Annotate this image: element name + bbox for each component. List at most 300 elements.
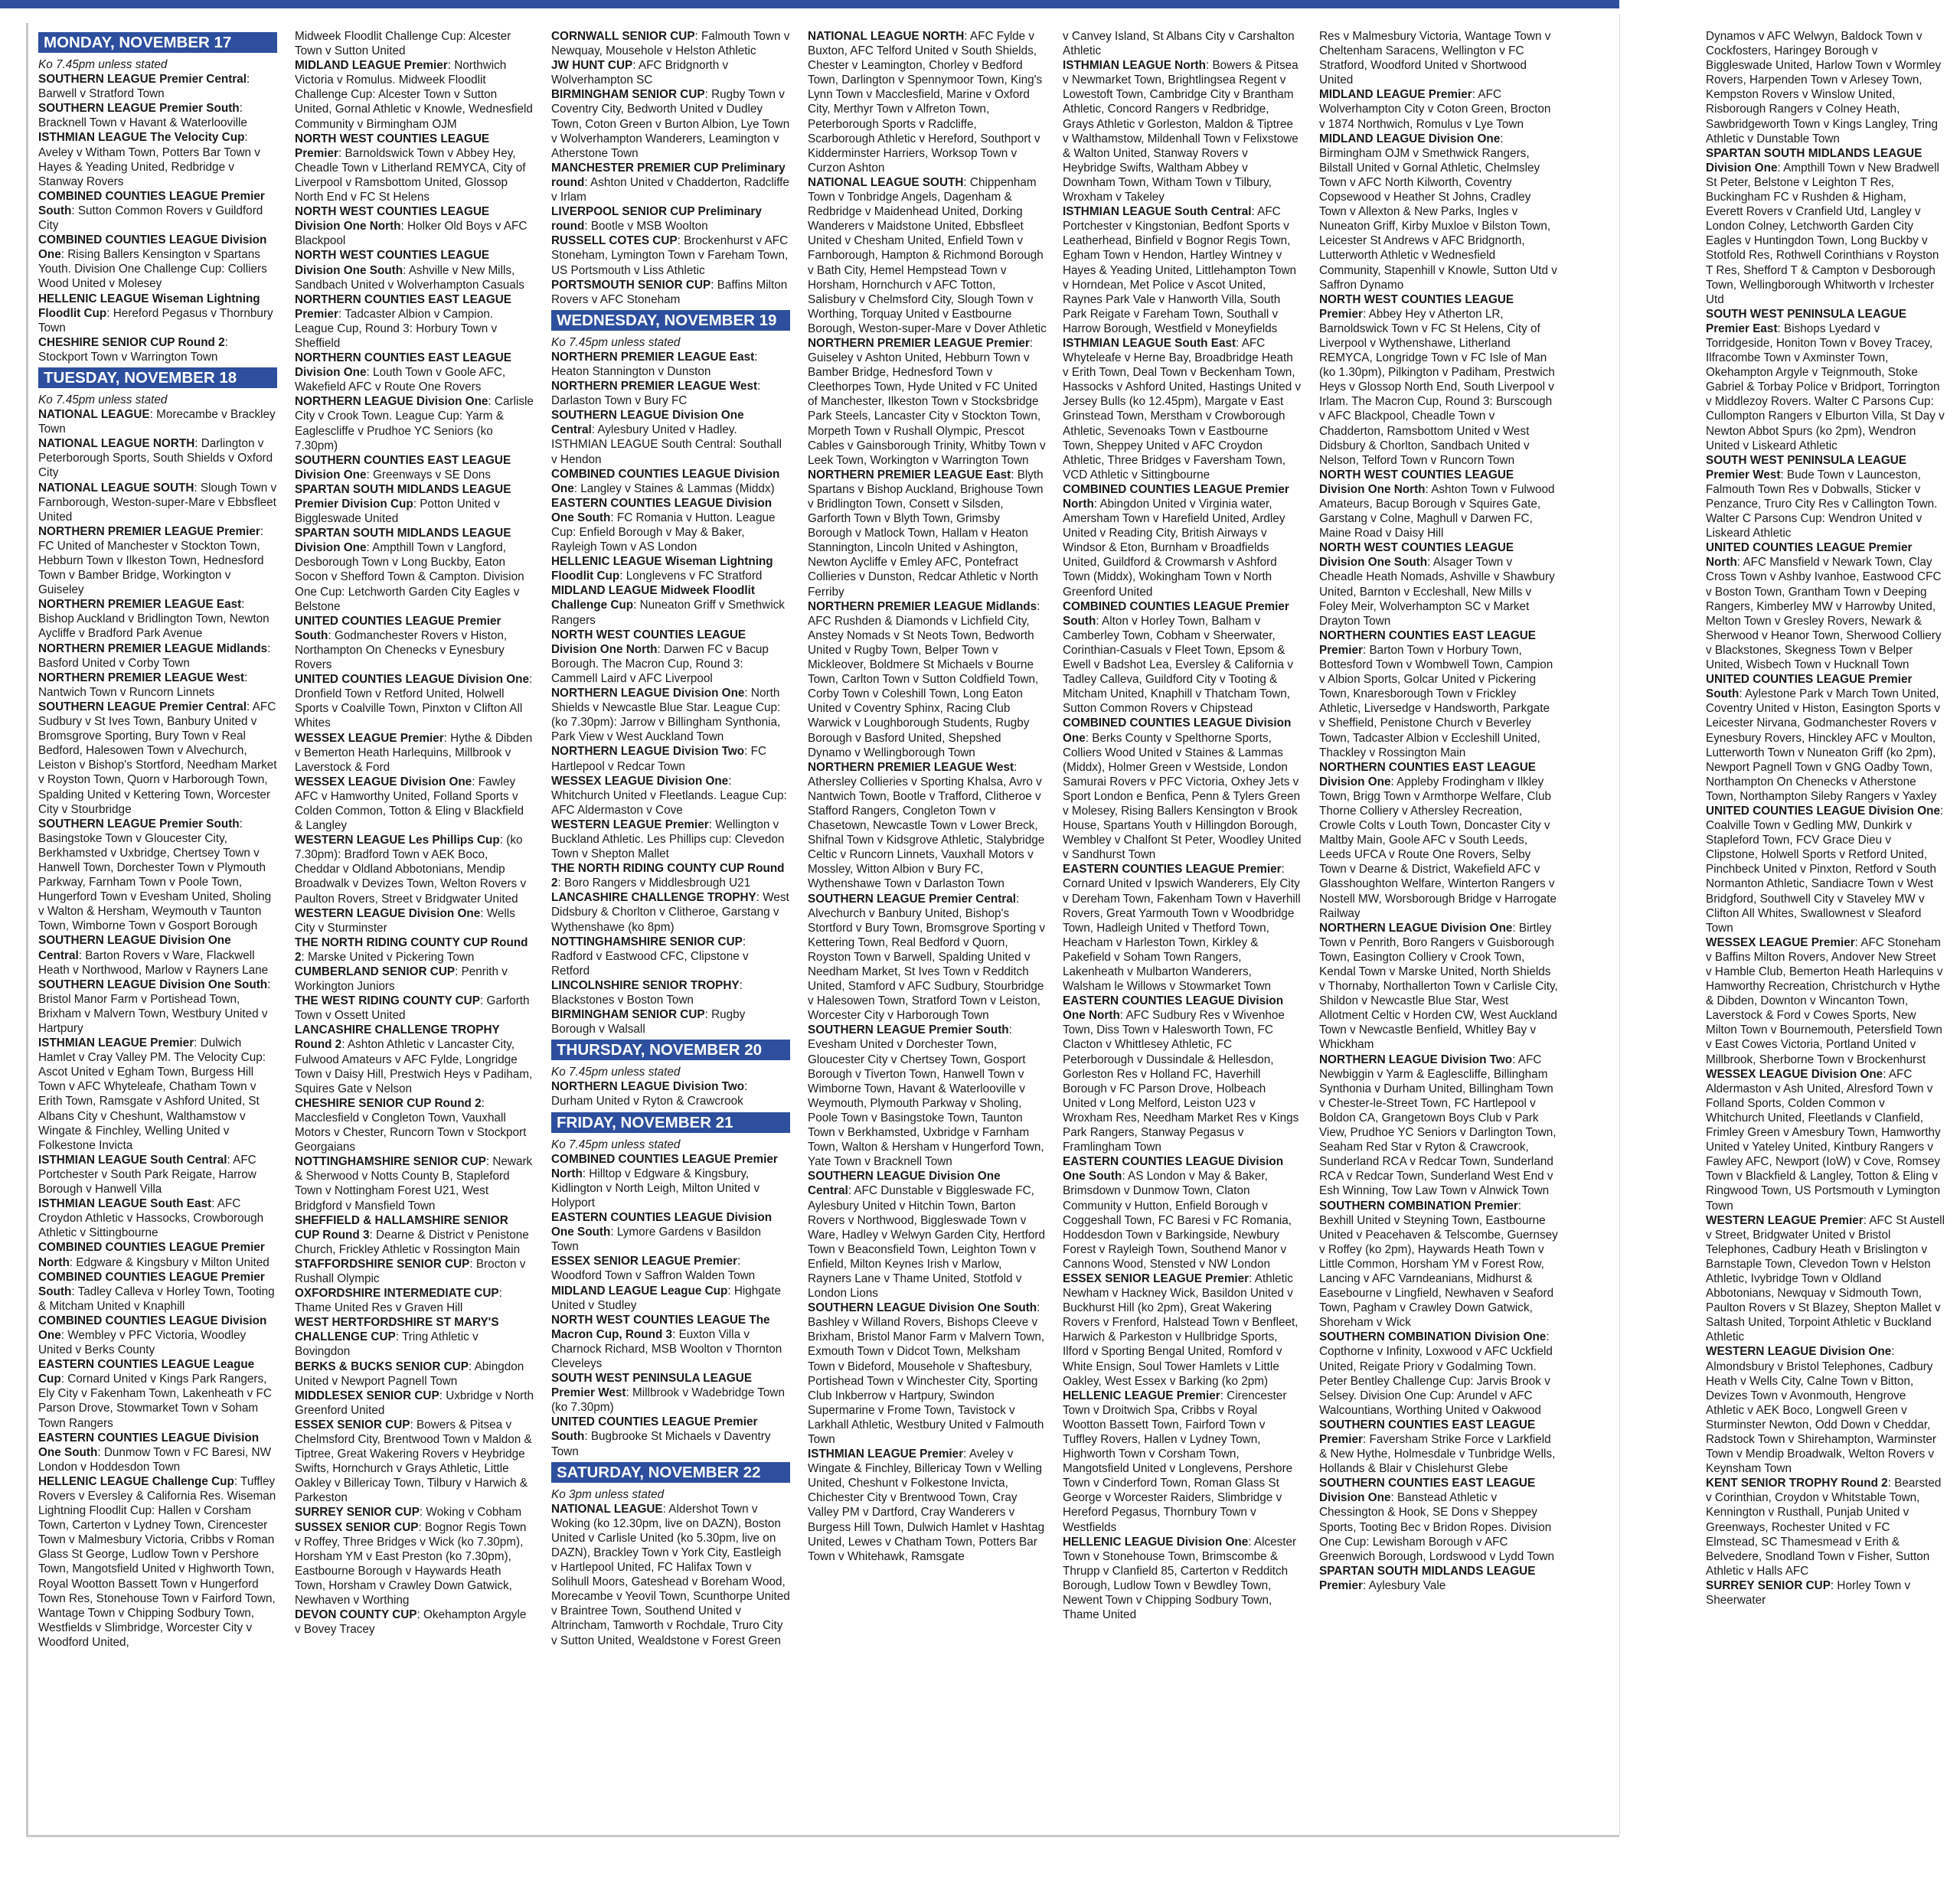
competition-name: LINCOLNSHIRE SENIOR TROPHY [551,978,740,992]
fixture-list: Whitchurch United v Fleetlands. League Cup: AFC Aldermaston v Cove [551,788,787,817]
competition-name: SOUTH WEST PENINSULA LEAGUE Premier East [1706,307,1907,335]
fixture-list: Bootle v MSB Woolton [590,220,708,233]
fixture-entry: SOUTHERN LEAGUE Division One South: Bristol Manor Farm v Portishead Town, Brixham v Malvern Town, Westbury United v Hartpury [38,978,271,1035]
fixture-list: Abingdon United v Newport Pagnell Town [295,1360,524,1388]
fixture-list: AFC Whyteleafe v Herne Bay, Broadbridge Heath v Erith Town, Deal Town v Beckenham Town, Hassocks v Ashford United, Hastings United v Jersey Bulls (ko 12.45pm), Margate v East Grinstead Town, Merstham v Crowborough Athletic, Sevenoaks Town v Eastbourne Town, Sheppey United v AFC Croydon Athletic, Three Bridges v Faversham Town, VCD Athletic v Sittingbourne [1063,336,1302,481]
fixture-list: AFC Dunstable v Biggleswade FC, Aylesbury United v Hitchin Town, Barton Rovers v Northwood, Biggleswade Town v Ware, Hadley v Welwyn Garden City, Hertford Town v Beaconsfield Town, Leighton Town v Enfield, Milton Keynes Irish v Marlow, Rayners Lane v Thame United, Stotfold v London Lions [808,1184,1046,1301]
competition-name: THE WEST RIDING COUNTY CUP [295,994,480,1008]
fixture-list: Marske United v Pickering Town [308,950,475,964]
competition-name: NORTHERN COUNTIES EAST LEAGUE Division One [1319,760,1537,788]
fixture-list: Birmingham OJM v Smethwick Rangers, Bilstall United v Gornal Athletic, Chelmsley Town v AFC North Kilworth, Coventry Copsewood v Heather St Johns, Cradley Town v Allexton & New Parks, Ingles v Nuneaton Griff, Kirby Muxloe v Bilston Town, Leicester St Andrews v AFC Bridgnorth, Lutterworth Athletic v Wednesfield Community, Stapenhill v Knowle, Sutton Utd v Saffron Dynamo [1319,146,1557,292]
fixture-list: Blyth Spartans v Bishop Auckland, Brighouse Town v Bridlington Town, Consett v Silsden, Garforth Town v Blyth Town, Grimsby Borough v Matlock Town, Hallam v Heaton Stannington, Lincoln United v Ashington, Newton Aycliffe v Emley AFC, Pontefract Collieries v Dunston, Redcar Athletic v North Ferriby [808,468,1044,599]
fixture-entry: NORTHERN PREMIER LEAGUE East: Blyth Spartans v Bishop Auckland, Brighouse Town v Bridlington Town, Consett v Silsden, Garforth Town v Blyth Town, Grimsby Borough v Matlock Town, Hallam v Heaton Stannington, Lincoln United v Ashington, Newton Aycliffe v Emley AFC, Pontefract Collieries v Dunston, Redcar Athletic v North Ferriby [808,468,1044,599]
competition-name: ISTHMIAN LEAGUE South East [1063,336,1236,350]
competition-name: NORTHERN PREMIER LEAGUE East [551,350,755,364]
fixture-list: Brockenhurst v AFC Stoneham, Lymington Town v Fareham Town, US Portsmouth v Liss Athletic [551,234,789,277]
competition-name: SPARTAN SOUTH MIDLANDS LEAGUE Premier [1319,1564,1536,1592]
competition-name: COMBINED COUNTIES LEAGUE Division One [551,467,780,495]
competition-name: HELLENIC LEAGUE Premier [1063,1389,1220,1402]
competition-name: NORTHERN PREMIER LEAGUE Midlands [38,641,268,655]
competition-name: UNITED COUNTIES LEAGUE Premier South [295,614,501,642]
fixtures-column-5 [1063,29,1302,1622]
fixture-entry: SOUTHERN COMBINATION Premier: Bexhill United v Steyning Town, Eastbourne United v Peacehaven & Telscombe, Guernsey v Roffey (ko 2pm), Haywards Heath Town v Little Common, Horsham YM v Forest Row, Lancing v AFC Varndeanians, Midhurst & Easebourne v Lingfield, Newhaven v Seaford Town, Pagham v Crawley Down Gatwick, Shoreham v Wick [1319,1199,1558,1330]
competition-name: NORTHERN COUNTIES EAST LEAGUE Division One [295,351,512,380]
fixture-list: FC United of Manchester v Stockton Town, Hebburn Town v Ilkeston Town, Hednesford Town v Bamber Bridge, Workington v Guiseley [38,539,264,597]
kickoff-note: Ko 7.45pm unless stated [551,1066,681,1079]
competition-name: NORTHERN LEAGUE Division One [551,687,745,700]
fixture-entry: UNITED COUNTIES LEAGUE Premier North: AFC Mansfield v Newark Town, Clay Cross Town v Ashby Ivanhoe, Eastwood CFC v Boston Town, Grantham Town v Deeping Rangers, Kimberley MW v Harrowby United, Melton Town v Gresley Rovers, Newark & Sherwood v Heanor Town, Sherwood Colliery v Blackstones, Skegness Town v Belper United, Wisbech Town v Hucknall Town [1706,541,1942,672]
fixture-list: Alcester Town v Stonehouse Town, Brimscombe & Thrupp v Clanfield 85, Carterton v Redditch Borough, Ludlow Town v Bewdley Town, Newent Town v Chipping Sodbury Town, Thame United [1063,1535,1297,1622]
competition-name: EASTERN COUNTIES LEAGUE Division One South [38,1431,260,1459]
fixture-entry: SOUTH WEST PENINSULA LEAGUE Premier East: Bishops Lyedard v Torridgeside, Honiton Town v Bovey Tracey, Ilfracombe Town v Axminster Town, Okehampton Argyle v Teignmouth, Stoke Gabriel & Torbay Police v Bridport, Torrington v Middlezoy Rovers. Walter C Parsons Cup: Cullompton Rangers v Elburton Villa, St Day v Newton Abbot Spurs (ko 2pm), Wendron United v Liskeard Athletic [1706,307,1945,452]
fixture-list: FC Hartlepool v Redcar Town [551,745,767,773]
kickoff-note: Ko 7.45pm unless stated [38,58,168,71]
fixture-list: Godmanchester Rovers v Histon, Northampton On Chenecks v Eynesbury Rovers [295,628,508,672]
fixture-list: Uxbridge v North Greenford United [295,1389,534,1417]
fixture-list: Bude Town v Launceston, Falmouth Town Res v Dobwalls, Sticker v Penzance, Truro City Res v Callington Town. Walter C Parsons Cup: Wendron United v Liskeard Athletic [1706,468,1938,540]
competition-name: SOUTHERN COUNTIES EAST LEAGUE Premier [1319,1418,1536,1446]
competition-name: NATIONAL LEAGUE NORTH [38,437,195,451]
competition-name: STAFFORDSHIRE SENIOR CUP [295,1257,470,1271]
fixture-list: Bishop Auckland v Bridlington Town, Newton Aycliffe v Bradford Park Avenue [38,612,270,641]
fixture-entry [1706,29,1945,146]
fixture-list: AFC Aldermaston v Ash United, Alresford Town v Folland Sports, Colden Common v Whitchurch United, Fleetlands v Clanfield, Frimley Green v Amesbury Town, Hamworthy United v Yateley United, Kintbury Rangers v Fawley AFC, Newport (IoW) v Cove, Romsey Town v Blackfield & Langley, Totton & Eling v Ringwood Town, US Portsmouth v Lymington Town [1706,1067,1941,1213]
fixture-entry: ISTHMIAN LEAGUE South Central: AFC Portchester v South Park Reigate, Harrow Borough v Hanwell Villa [38,1153,256,1196]
fixture-entry: SOUTH WEST PENINSULA LEAGUE Premier West: Millbrook v Wadebridge Town (ko 7.30pm) [551,1372,785,1415]
fixture-list: Chippenham Town v Tonbridge Angels, Dagenham & Redbridge v Maidenhead United, Dorking Wanderers v Maidstone United, Ebbsfleet United v Chesham United, Enfield Town v Farnborough, Hampton & Richmond Borough v Bath City, Hemel Hempstead Town v Horsham, Hornchurch v AFC Totton, Salisbury v Chelmsford City, Slough Town v Worthing, Torquay United v Eastbourne Borough, Weston-super-Mare v Dover Athletic [808,175,1047,335]
fixture-list: Slough Town v Farnborough, Weston-super-Mare v Ebbsfleet United [38,481,277,524]
fixture-list: Bowers & Pitsea v Chelmsford City, Brentwood Town v Maldon & Tiptree, Great Wakering Rovers v Heybridge Swifts, Hornchurch v Grays Athletic, Little Oakley v Billericay Town, Tilbury v Harwich & Parkeston [295,1418,532,1505]
competition-name: NATIONAL LEAGUE SOUTH [38,481,194,495]
fixture-entry: WESTERN LEAGUE Les Phillips Cup: (ko 7.30pm): Bradford Town v AEK Boco, Cheddar v Oldland Abbotonians, Mendip Broadwalk v Devizes Town, Welton Rovers v Paulton Rovers, Street v Bridgwater United [295,834,527,906]
fixture-entry: NORTH WEST COUNTIES LEAGUE The Macron Cup, Round 3: Euxton Villa v Charnock Richard, MSB Woolton v Thornton Cleveleys [551,1313,782,1370]
fixtures-column-4 [808,29,1047,1564]
fixture-list: Darwen FC v Bacup Borough. The Macron Cup, Round 3: Cammell Laird v AFC Liverpool [551,642,769,685]
fixture-entry: WESSEX LEAGUE Division One: Fawley AFC v Hamworthy United, Folland Sports v Colden Common, Totton & Eling v Blackfield & Langley [295,775,524,833]
competition-name: NORTH WEST COUNTIES LEAGUE Division One North [551,628,746,656]
competition-name: WEST HERTFORDSHIRE ST MARY'S CHALLENGE CUP [295,1316,499,1344]
competition-name: COMBINED COUNTIES LEAGUE Premier North [551,1152,778,1180]
fixture-list: Dearne & District v Penistone Church, Frickley Athletic v Rossington Main [295,1228,529,1256]
competition-name: UNITED COUNTIES LEAGUE Premier South [551,1415,758,1444]
competition-name: COMBINED COUNTIES LEAGUE Division One [1063,717,1292,745]
competition-name: NOTTINGHAMSHIRE SENIOR CUP [551,935,743,948]
fixture-entry: THE NORTH RIDING COUNTY CUP Round 2: Boro Rangers v Middlesbrough U21 [551,862,785,890]
fixture-entry: NORTHERN LEAGUE Division One: North Shields v Newcastle Blue Star. League Cup: (ko 7.30pm): Jarrow v Billingham Synthonia, Park View v West Auckland Town [551,687,781,744]
day-heading: FRIDAY, NOVEMBER 21 [551,1112,790,1133]
fixture-entry: MIDLAND LEAGUE League Cup: Highgate United v Studley [551,1284,782,1312]
competition-name: HELLENIC LEAGUE Challenge Cup [38,1474,234,1488]
fixture-list: Okehampton Argyle v Bovey Tracey [295,1608,527,1637]
fixture-entry: SPARTAN SOUTH MIDLANDS LEAGUE Division One: Ampthill Town v Langford, Desborough Town v Long Buckby, Eaton Socon v Shefford Town & Campton. Division One Cup: Letchworth Garden City Eagles v Belstone [295,527,524,613]
fixture-list: (ko 7.30pm): Bradford Town v AEK Boco, Cheddar v Oldland Abbotonians, Mendip Broadwalk v Devizes Town, Welton Rovers v Paulton Rovers, Street v Bridgwater United [295,834,527,906]
fixture-list: v Canvey Island, St Albans City v Carshalton Athletic [1063,30,1295,58]
fixture-list: Longlevens v FC Stratford [626,570,763,583]
fixture-entry: WESTERN LEAGUE Division One: Wells City v Sturminster [295,906,515,935]
competition-name: SOUTHERN LEAGUE Premier Central [38,700,247,713]
fixture-entry: CORNWALL SENIOR CUP: Falmouth Town v Newquay, Mousehole v Helston Athletic [551,30,790,58]
fixture-list: AFC Fylde v Buxton, AFC Telford United v South Shields, Chester v Leamington, Chorley v Bedford Town, Darlington v Spennymoor Town, King's Lynn Town v Macclesfield, Marine v Oxford City, Merthyr Town v Alfreton Town, Peterborough Sports v Radcliffe, Scarborough Athletic v Hereford, Southport v Kidderminster Harriers, Worksop Town v Curzon Ashton [808,30,1043,175]
fixture-list: Boro Rangers v Middlesbrough U21 [564,876,751,890]
fixture-entry: MIDLAND LEAGUE Premier: Northwich Victoria v Romulus. Midweek Floodlit Challenge Cup: Alcester Town v Sutton United, Gornal Athletic v Knowle, Wednesfield Community v Birmingham OJM [295,59,533,131]
competition-name: ISTHMIAN LEAGUE Premier [808,1448,964,1461]
fixture-entry: SOUTH WEST PENINSULA LEAGUE Premier West: Bude Town v Launceston, Falmouth Town Res v Dobwalls, Sticker v Penzance, Truro City Res v Callington Town. Walter C Parsons Cup: Wendron United v Liskeard Athletic [1706,453,1938,540]
fixtures-column-6 [1319,29,1558,1593]
competition-name: EASTERN COUNTIES LEAGUE Division One South [551,1211,773,1239]
competition-name: NORTHERN PREMIER LEAGUE Premier [808,336,1030,350]
fixture-list: Abingdon United v Virginia water, Amersham Town v Harefield United, Ardley United v Reading City, British Airways v Windsor & Eton, Burnham v Broadfields United, Guildford & Crowmarsh v Ashford Town (Middx), Wokingham Town v North Greenford United [1063,498,1285,599]
fixture-list: Basford United v Corby Town [38,656,190,670]
fixture-list: Bexhill United v Steyning Town, Eastbourne United v Peacehaven & Telscombe, Guernsey v Roffey (ko 2pm), Haywards Heath Town v Little Common, Horsham YM v Forest Row, Lancing v AFC Varndeanians, Midhurst & Easebourne v Lingfield, Newhaven v Seaford Town, Pagham v Crawley Down Gatwick, Shoreham v Wick [1319,1213,1558,1330]
competition-name: UNITED COUNTIES LEAGUE Premier North [1706,541,1913,570]
day-heading: MONDAY, NOVEMBER 17 [38,32,277,53]
fixture-list: Bognor Regis Town v Roffey, Three Bridges v Wick (ko 7.30pm), Horsham YM v East Preston (ko 7.30pm), Eastbourne Borough v Haywards Heath Town, Horsham v Crawley Down Gatwick, Newhaven v Worthing [295,1520,527,1608]
fixture-entry: COMBINED COUNTIES LEAGUE Division One: Wembley v PFC Victoria, Woodley United v Berks County [38,1314,267,1357]
competition-name: ESSEX SENIOR LEAGUE Premier [1063,1271,1250,1285]
competition-name: COMBINED COUNTIES LEAGUE Premier South [1063,599,1289,628]
fixture-list: Tadcaster Albion v Campion. League Cup, Round 3: Horbury Town v Sheffield [295,307,498,350]
fixture-entry: EASTERN COUNTIES LEAGUE League Cup: Cornard United v Kings Park Rangers, Ely City v Fakenham Town, Lakenheath v FC Parson Drove, Stowmarket Town v Soham Town Rangers [38,1358,272,1430]
fixture-list: Darlington v Peterborough Sports, South Shields v Oxford City [38,437,273,480]
fixture-entry: NORTHERN PREMIER LEAGUE Premier: FC United of Manchester v Stockton Town, Hebburn Town v Ilkeston Town, Hednesford Town v Bamber Bridge, Workington v Guiseley [38,524,264,597]
fixture-list: Ashton Town v Fulwood Amateurs, Bacup Borough v Squires Gate, Garstang v Colne, Maghull v Darwen FC, Maine Road v Daisy Hill [1319,482,1555,540]
fixture-entry: NORTH WEST COUNTIES LEAGUE Premier: Barnoldswick Town v Abbey Hey, Cheadle Town v Litherland REMYCA, City of Liverpool v Ramsbottom United, Glossop North End v FC St Helens [295,132,526,204]
fixture-list: Dunmow Town v FC Baresi, NW London v Hoddesdon Town [38,1445,272,1474]
fixture-list: Radford v Eastwood CFC, Clipstone v Retford [551,949,749,978]
fixture-list: Barton Town v Horbury Town, Bottesford Town v Wombwell Town, Campion v Albion Sports, Golcar United v Pickering Town, Knaresborough Town v Frickley Athletic, Liversedge v Handsworth, Parkgate v Sheffield, Penistone Church v Beverley Town, Tadcaster Albion v Eccleshill United, Thackley v Rossington Main [1319,643,1553,759]
fixture-entry: BIRMINGHAM SENIOR CUP: Rugby Borough v Walsall [551,1008,746,1036]
fixture-list: Almondsbury v Bristol Telephones, Cadbury Heath v Wells City, Calne Town v Bitton, Devizes Town v Avonmouth, Hengrove Athletic v AEK Boco, Longwell Green v Sturminster Newton, Odd Down v Cheddar, Radstock Town v Shirehampton, Warminster Town v Mendip Broadwalk, Welton Rovers v Keynsham Town [1706,1360,1936,1476]
fixture-list: Ashville v New Mills, Sandbach United v Wolverhampton Casuals [295,263,524,292]
competition-name: COMBINED COUNTIES LEAGUE Premier North [38,1241,265,1269]
fixture-entry: NORTHERN COUNTIES EAST LEAGUE Premier: Barton Town v Horbury Town, Bottesford Town v Wombwell Town, Campion v Albion Sports, Golcar United v Pickering Town, Knaresborough Town v Frickley Athletic, Liversedge v Handsworth, Parkgate v Sheffield, Penistone Church v Beverley Town, Tadcaster Albion v Eccleshill United, Thackley v Rossington Main [1319,628,1553,759]
fixture-entry: COMBINED COUNTIES LEAGUE Division One: Berks County v Spelthorne Sports, Colliers Wood United v Staines & Lammas (Middx), Holmer Green v Westside, London Samurai Rovers v PFC Victoria, Oxhey Jets v Sport London e Benfica, Penn & Tylers Green v Molesey, Rising Ballers Kensington v Brook House, Spartans Youth v Hillingdon Borough, Wembley v Chalfont St Peter, Woodley United v Sandhurst Town [1063,717,1302,862]
fixture-entry: ISTHMIAN LEAGUE South Central: AFC Portchester v Kingstonian, Bedfont Sports v Leatherhead, Binfield v Bognor Regis Town, Egham Town v Hendon, Hartley Wintney v Hayes & Yeading United, Littlehampton Town v Horndean, Met Police v Ascot United, Raynes Park Vale v Hanworth Villa, South Park Reigate v Fareham Town, Southall v Harrow Borough, Westfield v Moneyfields [1063,205,1297,335]
fixture-entry: ISTHMIAN LEAGUE Premier: Dulwich Hamlet v Cray Valley PM. The Velocity Cup: Ascot United v Egham Town, Burgess Hill Town v AFC Whyteleafe, Chatham Town v Erith Town, Ramsgate v Ashford United, St Albans City v Cheshunt, Walthamstow v Wingate & Finchley, Welling United v Folkestone Invicta [38,1036,266,1152]
fixture-entry: NATIONAL LEAGUE SOUTH: Chippenham Town v Tonbridge Angels, Dagenham & Redbridge v Maidenhead United, Dorking Wanderers v Maidstone United, Ebbsfleet United v Chesham United, Enfield Town v Farnborough, Hampton & Richmond Borough v Bath City, Hemel Hempstead Town v Horsham, Hornchurch v AFC Totton, Salisbury v Chelmsford City, Slough Town v Worthing, Torquay United v Eastbourne Borough, Weston-super-Mare v Dover Athletic [808,175,1047,335]
fixture-entry: SOUTHERN LEAGUE Premier Central: Barwell v Stratford Town [38,73,250,101]
fixture-list: Bracknell Town v Havant & Waterlooville [38,116,247,130]
fixture-entry: NORTH WEST COUNTIES LEAGUE Division One South: Alsager Town v Cheadle Heath Nomads, Ashville v Shawbury United, Barnton v Eccleshall, New Mills v Foley Meir, Wolverhampton SC v Market Drayton Town [1319,541,1555,628]
fixture-entry: SOUTHERN LEAGUE Division One Central: AFC Dunstable v Biggleswade FC, Aylesbury United v Hitchin Town, Barton Rovers v Northwood, Biggleswade Town v Ware, Hadley v Welwyn Garden City, Hertford Town v Beaconsfield Town, Leighton Town v Enfield, Milton Keynes Irish v Marlow, Rayners Lane v Thame United, Stotfold v London Lions [808,1170,1046,1301]
competition-name: COMBINED COUNTIES LEAGUE Premier South [38,189,265,217]
fixture-entry [1319,29,1558,87]
fixture-entry: NORTHERN LEAGUE Division One: Carlisle City v Crook Town. League Cup: Yarm & Eaglescliffe v Prudhoe YC Seniors (ko 7.30pm) [295,395,534,452]
competition-name: SOUTHERN LEAGUE Division One Central [38,934,231,962]
fixture-list: Dulwich Hamlet v Cray Valley PM. The Velocity Cup: Ascot United v Egham Town, Burgess Hill Town v AFC Whyteleafe, Chatham Town v Erith Town, Ramsgate v Ashford United, St Albans City v Cheshunt, Walthamstow v Wingate & Finchley, Welling United v Folkestone Invicta [38,1036,266,1152]
competition-name: WESSEX LEAGUE Division One [1706,1067,1883,1081]
competition-name: NATIONAL LEAGUE NORTH [808,30,965,43]
fixture-list: Bishops Lyedard v Torridgeside, Honiton Town v Bovey Tracey, Ilfracombe Town v Axminster Town, Okehampton Argyle v Teignmouth, Stoke Gabriel & Torbay Police v Bridport, Torrington v Middlezoy Rovers. Walter C Parsons Cup: Cullompton Rangers v Elburton Villa, St Day v Newton Abbot Spurs (ko 2pm), Wendron United v Liskeard Athletic [1706,322,1945,452]
fixture-list: Ampthill Town v New Bradwell St Peter, Belstone v Leighton T Res, Buckingham FC v Rushden & Higham, Everett Rovers v Cranfield Utd, Langley v London Colney, Letchworth Garden City Eagles v Huntingdon Town, Long Buckby v Stotfold Res, Rothwell Corinthians v Royston T Res, Shefford T & Campton v Desborough Town, Wellingborough Whitworth v Irchester Utd [1706,161,1939,306]
fixture-list: Langley v Staines & Lammas (Middx) [580,481,775,495]
fixture-entry: HELLENIC LEAGUE Challenge Cup: Tuffley Rovers v Eversley & California Res. Wiseman Lightning Floodlit Cup: Hallen v Corsham Town, Carterton v Lydney Town, Cirencester Town v Malmesbury Victoria, Cribbs v Roman Glass St George, Ludlow Town v Pershore Town, Mangotsfield United v Highworth Town, Royal Wootton Bassett Town v Hungerford Town Res, Stonehouse Town v Fairford Town, Wantage Town v Chipping Sodbury Town, Westfields v Slimbridge, Worcester City v Woodford United, [38,1474,276,1649]
fixture-list: AFC Mansfield v Newark Town, Clay Cross Town v Ashby Ivanhoe, Eastwood CFC v Boston Town, Grantham Town v Deeping Rangers, Kimberley MW v Harrowby United, Melton Town v Gresley Rovers, Newark & Sherwood v Heanor Town, Sherwood Colliery v Blackstones, Skegness Town v Belper United, Wisbech Town v Hucknall Town [1706,556,1942,672]
fixture-list: Louth Town v Goole AFC, Wakefield AFC v Route One Rovers [295,366,506,394]
competition-name: SOUTHERN LEAGUE Premier South [38,817,240,831]
fixture-list: Morecambe v Brackley Town [38,408,276,436]
fixture-list: Ampthill Town v Langford, Desborough Town v Long Buckby, Eaton Socon v Shefford Town & Campton. Division One Cup: Letchworth Garden City Eagles v Belstone [295,541,524,613]
competition-name: LANCASHIRE CHALLENGE TROPHY Round 2 [295,1023,500,1052]
competition-name: LANCASHIRE CHALLENGE TROPHY [551,891,756,905]
fixture-list: Athletic Newham v Hackney Wick, Basildon United v Buckhurst Hill (ko 2pm), Great Wakering Rovers v Frenford, Halstead Town v Benfleet, Harwich & Parkeston v Hullbridge Sports, Ilford v Sporting Bengal United, Romford v White Ensign, Soul Tower Hamlets v Little Oakley, West Essex v Barking (ko 2pm) [1063,1271,1298,1388]
competition-name: WESTERN LEAGUE Division One [1706,1345,1892,1359]
competition-name: MIDDLESEX SENIOR CUP [295,1389,439,1402]
fixture-list: Alvechurch v Banbury United, Bishop's Stortford v Bury Town, Bromsgrove Sporting v Kettering Town, Real Bedford v Quorn, Royston Town v Barwell, Spalding United v Needham Market, St Ives Town v Redditch United, Stamford v AFC Sudbury, Stourbridge v Halesowen Town, Stratford Town v Leiston, Worcester City v Harborough Town [808,906,1046,1023]
competition-name: MANCHESTER PREMIER CUP Preliminary round [551,161,786,189]
fixture-list: Baffins Milton Rovers v AFC Stoneham [551,278,788,306]
competition-name: ISTHMIAN LEAGUE South Central [38,1153,227,1167]
fixture-list: Greenways v SE Dons [373,468,491,481]
fixture-list: Woodford Town v Saffron Walden Town [551,1269,756,1283]
competition-name: WESTERN LEAGUE Premier [551,818,709,831]
competition-name: WESTERN LEAGUE Premier [1706,1213,1864,1227]
fixture-list: Stockport Town v Warrington Town [38,350,218,364]
competition-name: UNITED COUNTIES LEAGUE Division One [1706,804,1940,818]
fixture-list: Potton United v Biggleswade United [295,498,500,526]
fixture-list: Berks County v Spelthorne Sports, Colliers Wood United v Staines & Lammas (Middx), Holmer Green v Westside, London Samurai Rovers v PFC Victoria, Oxhey Jets v Sport London e Benfica, Penn & Tylers Green v Molesey, Rising Ballers Kensington v Brook House, Spartans Youth v Hillingdon Borough, Wembley v Chalfont St Peter, Woodley United v Sandhurst Town [1063,731,1302,862]
competition-name: COMBINED COUNTIES LEAGUE Division One [38,233,267,262]
fixture-list: Abbey Hey v Atherton LR, Barnoldswick Town v FC St Helens, City of Liverpool v Wythenshawe, Litherland REMYCA, Longridge Town v FC Isle of Man (ko 1.30pm), Pilkington v Padiham, Prestwich Heys v Glossop North End, South Liverpool v Irlam. The Macron Cup, Round 3: Burscough v AFC Blackpool, Cheadle Town v Chadderton, Ramsbottom United v West Didsbury & Chorlton, Sandbach United v Nelson, Telford Town v Runcorn Town [1319,307,1555,467]
fixture-list: Dynamos v AFC Welwyn, Baldock Town v Cockfosters, Haringey Borough v Biggleswade United, Harlow Town v Wormley Rovers, Harpenden Town v Arlesey Town, Kempston Rovers v Winslow United, Risborough Rangers v Colney Heath, Sawbridgeworth Town v Kings Langley, Tring Athletic v Dunstable Town [1706,30,1942,145]
fixture-list: AFC Sudbury v St Ives Town, Banbury United v Bromsgrove Sporting, Bury Town v Real Bedford, Halesowen Town v Alvechurch, Leiston v Bishop's Stortford, Needham Market v Royston Town, Quorn v Harborough Town, Spalding United v Kettering Town, Worcester City v Stourbridge [38,700,277,816]
competition-name: EASTERN COUNTIES LEAGUE Premier [1063,863,1282,876]
competition-name: WESTERN LEAGUE Les Phillips Cup [295,834,500,847]
competition-name: NORTHERN PREMIER LEAGUE West [808,760,1014,774]
fixture-list: AS London v May & Baker, Brimsdown v Dunmow Town, Claton Community v Hutton, Enfield Borough v Coggeshall Town, FC Baresi v FC Romania, Hoddesdon Town v Barkingside, Newbury Forest v Rayleigh Town, Southend Manor v Cannons Wood, Stensted v NW London [1063,1170,1292,1271]
competition-name: NORTH WEST COUNTIES LEAGUE Premier [295,132,490,160]
competition-name: SURREY SENIOR CUP [295,1506,420,1520]
fixture-list: Rugby Borough v Walsall [551,1008,746,1036]
fixture-list: Highgate United v Studley [551,1284,782,1312]
fixture-entry: NORTHERN PREMIER LEAGUE West: Athersley Collieries v Sporting Khalsa, Avro v Nantwich Town, Bootle v Trafford, Clitheroe v Stafford Rangers, Congleton Town v Chasetown, Newcastle Town v Lower Breck, Shifnal Town v Kidsgrove Athletic, Stalybridge Celtic v Runcorn Linnets, Vauxhall Motors v Mossley, Witton Albion v Bury FC, Wythenshawe Town v Darlaston Town [808,760,1045,891]
competition-name: EASTERN COUNTIES LEAGUE League Cup [38,1358,255,1386]
fixture-list: Barton Rovers v Ware, Flackwell Heath v Northwood, Marlow v Rayners Lane [38,948,269,977]
competition-name: NORTH WEST COUNTIES LEAGUE Division One South [1319,541,1514,570]
fixture-list: AFC Bridgnorth v Wolverhampton SC [551,59,729,87]
competition-name: BERKS & BUCKS SENIOR CUP [295,1360,469,1373]
competition-name: NORTHERN PREMIER LEAGUE Premier [38,524,260,538]
fixture-list: Faversham Strike Force v Larkfield & New Hythe, Holmesdale v Tunbridge Wells, Hollands & Blair v Chislehurst Glebe [1319,1433,1556,1476]
competition-name: SOUTHERN COMBINATION Premier [1319,1199,1518,1213]
competition-name: ESSEX SENIOR LEAGUE Premier [551,1255,738,1268]
fixture-list: Heaton Stannington v Dunston [551,364,711,378]
fixture-entry: COMBINED COUNTIES LEAGUE Division One: Langley v Staines & Lammas (Middx) [551,467,780,495]
fixture-list: Ashton United v Chadderton, Radcliffe v Irlam [551,175,789,204]
fixture-entry: MIDLAND LEAGUE Midweek Floodlit Challenge Cup: Nuneaton Griff v Smethwick Rangers [551,584,785,627]
fixture-entry: NATIONAL LEAGUE SOUTH: Slough Town v Farnborough, Weston-super-Mare v Ebbsfleet United [38,481,277,524]
fixture-list: Nuneaton Griff v Smethwick Rangers [551,599,785,627]
fixture-list: Athersley Collieries v Sporting Khalsa, Avro v Nantwich Town, Bootle v Trafford, Clitheroe v Stafford Rangers, Congleton Town v Chasetown, Newcastle Town v Lower Breck, Shifnal Town v Kidsgrove Athletic, Stalybridge Celtic v Runcorn Linnets, Vauxhall Motors v Mossley, Witton Albion v Bury FC, Wythenshawe Town v Darlaston Town [808,775,1045,891]
fixture-entry: CUMBERLAND SENIOR CUP: Penrith v Workington Juniors [295,965,508,994]
fixture-entry: EASTERN COUNTIES LEAGUE Division One South: Dunmow Town v FC Baresi, NW London v Hoddesdon Town [38,1431,272,1474]
fixture-list: Rising Ballers Kensington v Spartans Youth. Division One Challenge Cup: Colliers Wood United v Molesey [38,248,267,291]
competition-name: NORTHERN LEAGUE Division Two [551,745,745,759]
competition-name: COMBINED COUNTIES LEAGUE Premier South [38,1270,265,1298]
fixture-entry: COMBINED COUNTIES LEAGUE Premier North: Edgware & Kingsbury v Milton United [38,1241,270,1269]
fixture-entry: LANCASHIRE CHALLENGE TROPHY Round 2: Ashton Athletic v Lancaster City, Fulwood Amateurs v AFC Fylde, Longridge Town v Daisy Hill, Prestwich Heys v Padiham, Squires Gate v Nelson [295,1023,533,1095]
fixture-list: AFC Croydon Athletic v Hassocks, Crowborough Athletic v Sittingbourne [38,1197,264,1240]
fixture-entry: NATIONAL LEAGUE NORTH: Darlington v Peterborough Sports, South Shields v Oxford City [38,437,273,480]
fixture-list: FC Romania v Hutton. League Cup: Enfield Borough v May & Baker, Rayleigh Town v AS London [551,511,776,554]
competition-name: SOUTHERN LEAGUE Division One Central [551,409,744,437]
competition-name: NORTHERN LEAGUE Division One [1319,921,1513,935]
fixture-entry: COMBINED COUNTIES LEAGUE Premier North: Abingdon United v Virginia water, Amersham Town v Harefield United, Ardley United v Reading City, British Airways v Windsor & Eton, Burnham v Broadfields United, Guildford & Crowmarsh v Ashford Town (Middx), Wokingham Town v North Greenford United [1063,482,1289,599]
competition-name: NORTHERN LEAGUE Division Two [551,1080,745,1094]
fixture-entry: WESTERN LEAGUE Premier: Wellington v Buckland Athletic. Les Phillips cup: Clevedon Town v Shepton Mallet [551,818,785,861]
fixture-entry: SOUTHERN LEAGUE Division One Central: Barton Rovers v Ware, Flackwell Heath v Northwood, Marlow v Rayners Lane [38,934,269,977]
fixture-list: Durham United v Ryton & Crawcrook [551,1095,743,1108]
fixture-entry: UNITED COUNTIES LEAGUE Division One: Dronfield Town v Retford United, Holwell Sports v Coalville Town, Pinxton v Clifton All Whites [295,673,533,730]
competition-name: BIRMINGHAM SENIOR CUP [551,88,705,102]
competition-name: SHEFFIELD & HALLAMSHIRE SENIOR CUP Round 3 [295,1213,508,1242]
fixture-entry: THE NORTH RIDING COUNTY CUP Round 2: Marske United v Pickering Town [295,935,528,964]
kickoff-note: Ko 7.45pm unless stated [551,335,681,349]
fixture-list: Darlaston Town v Bury FC [551,394,688,408]
fixture-entry: NORTHERN COUNTIES EAST LEAGUE Premier: Tadcaster Albion v Campion. League Cup, Round 3: Horbury Town v Sheffield [295,292,512,350]
fixture-list: Dronfield Town v Retford United, Holwell Sports v Coalville Town, Pinxton v Clifton All Whites [295,687,523,730]
competition-name: NORTHERN PREMIER LEAGUE West [38,671,245,684]
fixture-entry: EASTERN COUNTIES LEAGUE Division One South: FC Romania v Hutton. League Cup: Enfield Borough v May & Baker, Rayleigh Town v AS London [551,496,776,554]
fixture-entry: NORTHERN LEAGUE Division Two: FC Hartlepool v Redcar Town [551,745,767,773]
competition-name: SOUTHERN LEAGUE Division One South [808,1301,1037,1315]
competition-name: MIDLAND LEAGUE Premier [1319,88,1472,102]
fixture-entry: COMBINED COUNTIES LEAGUE Premier North: Hilltop v Edgware & Kingsbury, Kidlington v North Leigh, Milton United v Holyport [551,1152,778,1209]
fixture-list: AFC Portchester v South Park Reigate, Harrow Borough v Hanwell Villa [38,1153,256,1196]
fixture-list: Aldershot Town v Woking (ko 12.30pm, live on DAZN), Boston United v Carlisle United (ko 5.30pm, live on DAZN), Brackley Town v York City, Eastleigh v Hartlepool United, FC Halifax Town v Solihull Moors, Gateshead v Boreham Wood, Morecambe v Yeovil Town, Scunthorpe United v Braintree Town, Southend United v Altrincham, Tamworth v Rochdale, Truro City v Sutton United, Wealdstone v Forest Green [551,1502,790,1647]
fixtures-column-7 [1706,29,1945,1608]
fixture-entry: PORTSMOUTH SENIOR CUP: Baffins Milton Rovers v AFC Stoneham [551,278,788,306]
fixture-list: North Shields v Newcastle Blue Star. League Cup: (ko 7.30pm): Jarrow v Billingham Synthonia, Park View v West Auckland Town [551,687,781,744]
fixture-entry: NORTHERN PREMIER LEAGUE East: Heaton Stannington v Dunston [551,350,758,378]
fixture-list: Barwell v Stratford Town [38,87,165,101]
competition-name: NORTHERN PREMIER LEAGUE East [38,598,242,612]
fixture-entry: BIRMINGHAM SENIOR CUP: Rugby Town v Coventry City, Bedworth United v Dudley Town, Coton Green v Burton Albion, Lye Town v Wolverhampton Wanderers, Leamington v Atherstone Town [551,88,790,160]
fixture-entry: ESSEX SENIOR CUP: Bowers & Pitsea v Chelmsford City, Brentwood Town v Maldon & Tiptree, Great Wakering Rovers v Heybridge Swifts, Hornchurch v Grays Athletic, Little Oakley v Billericay Town, Tilbury v Harwich & Parkeston [295,1418,532,1505]
fixture-entry: THE WEST RIDING COUNTY CUP: Garforth Town v Ossett United [295,994,530,1023]
competition-name: NORTH WEST COUNTIES LEAGUE Division One North [295,205,490,233]
competition-name: NORTH WEST COUNTIES LEAGUE Premier [1319,292,1514,321]
fixture-entry: EASTERN COUNTIES LEAGUE Division One North: AFC Sudbury Res v Wivenhoe Town, Diss Town v Halesworth Town, FC Clacton v Whittlesey Athletic, FC Peterborough v Dussindale & Hellesdon, Gorleston Res v Holland FC, Haverhill Borough v FC Parson Drove, Holbeach United v Long Melford, Leiston U23 v Wroxham Res, Needham Market Res v Kings Park Rangers, Stanway Pegasus v Framlingham Town [1063,994,1299,1154]
day-heading: WEDNESDAY, NOVEMBER 19 [551,310,790,331]
fixture-entry: NORTHERN PREMIER LEAGUE Premier: Guiseley v Ashton United, Hebburn Town v Bamber Bridge, Hednesford Town v Cleethorpes Town, Hyde United v FC United of Manchester, Ilkeston Town v Stocksbridge Park Steels, Lancaster City v Stockton Town, Morpeth Town v Rushall Olympic, Prescot Cables v Gainsborough Trinity, Whitby Town v Leek Town, Workington v Warrington Town [808,336,1046,467]
fixture-list: Holker Old Boys v AFC Blackpool [295,220,528,248]
fixture-list: Alsager Town v Cheadle Heath Nomads, Ashville v Shawbury United, Barnton v Eccleshall, New Mills v Foley Meir, Wolverhampton SC v Market Drayton Town [1319,556,1555,628]
competition-name: NORTHERN COUNTIES EAST LEAGUE Premier [1319,628,1537,657]
fixture-list: Bugbrooke St Michaels v Daventry Town [551,1430,771,1458]
competition-name: SOUTHERN LEAGUE Division One South [38,978,268,991]
competition-name: NORTHERN LEAGUE Division Two [1319,1053,1513,1066]
fixture-entry: ISTHMIAN LEAGUE North: Bowers & Pitsea v Newmarket Town, Brightlingsea Regent v Lowestoft Town, Cambridge City v Brantham Athletic, Concord Rangers v Redbridge, Grays Athletic v Gorleston, Maldon & Tiptree v Walthamstow, Mildenhall Town v Felixstowe & Walton United, Stanway Rovers v Heybridge Swifts, Waltham Abbey v Downham Town, Witham Town v Tilbury, Wroxham v Takeley [1063,59,1298,204]
fixture-entry: HELLENIC LEAGUE Wiseman Lightning Floodlit Cup: Longlevens v FC Stratford [551,555,773,583]
fixture-list: Garforth Town v Ossett United [295,994,530,1023]
competition-name: KENT SENIOR TROPHY Round 2 [1706,1477,1888,1490]
fixture-list: Macclesfield v Congleton Town, Vauxhall Motors v Chester, Runcorn Town v Stockport Georgaians [295,1111,527,1154]
competition-name: SOUTHERN LEAGUE Premier South [38,102,240,116]
fixture-list: Banstead Athletic v Chessington & Hook, SE Dons v Sheppey Sports, Tooting Bec v Bridon Ropes. Division One Cup: Lewisham Borough v AFC Greenwich Borough, Lordswood v Lydd Town [1319,1491,1554,1563]
fixture-entry: JW HUNT CUP: AFC Bridgnorth v Wolverhampton SC [551,59,729,87]
fixture-list: Aveley v Wingate & Finchley, Billericay Town v Welling United, Cheshunt v Folkestone Invicta, Chichester City v Brentwood Town, Cray Valley PM v Dartford, Cray Wanderers v Burgess Hill Town, Dulwich Hamlet v Hashtag United, Lewes v Chatham Town, Potters Bar Town v Whitehawk, Ramsgate [808,1448,1045,1563]
fixture-list: Aveley v Witham Town, Potters Bar Town v Hayes & Yeading United, Redbridge v Stanway Rovers [38,145,260,188]
fixture-entry: COMBINED COUNTIES LEAGUE Premier South: Tadley Calleva v Horley Town, Tooting & Mitcham United v Knaphill [38,1270,275,1313]
fixture-list: Edgware & Kingsbury v Milton United [76,1255,270,1269]
fixture-list: Woking v Cobham [426,1506,522,1520]
competition-name: SPARTAN SOUTH MIDLANDS LEAGUE Division One [1706,146,1922,175]
competition-name: THE NORTH RIDING COUNTY CUP Round 2 [295,935,528,964]
fixture-entry: MIDLAND LEAGUE Premier: AFC Wolverhampton City v Coton Green, Brocton v 1874 Northwich, Romulus v Lye Town [1319,88,1551,131]
fixture-list: Euxton Villa v Charnock Richard, MSB Woolton v Thornton Cleveleys [551,1327,782,1370]
fixture-list: AFC Rushden & Diamonds v Lichfield City, Anstey Nomads v St Neots Town, Bedworth United v Rugby Town, Belper Town v Mickleover, Boldmere St Michaels v Bourne Town, Carlton Town v Sutton Coldfield Town, Corby Town v Coleshill Town, Long Eaton United v Coventry Sphinx, Racing Club Warwick v Loughborough Students, Rugby Borough v Basford United, Shepshed Dynamo v Wellingborough Town [808,614,1039,759]
fixture-list: Wells City v Sturminster [295,906,515,935]
competition-name: UNITED COUNTIES LEAGUE Premier South [1706,673,1913,701]
competition-name: EASTERN COUNTIES LEAGUE Division One South [1063,1155,1284,1183]
competition-name: COMBINED COUNTIES LEAGUE Premier North [1063,482,1289,511]
fixtures-column-1 [38,29,277,1650]
fixture-list: Cornard United v Kings Park Rangers, Ely City v Fakenham Town, Lakenheath v FC Parson Drove, Stowmarket Town v Soham Town Rangers [38,1373,272,1430]
fixture-list: Appleby Frodingham v Ilkley Town, Brigg Town v Armthorpe Welfare, Club Thorne Colliery v Athersley Recreation, Crowle Colts v Louth Town, Doncaster City v Maltby Main, Goole AFC v South Leeds, Leeds UFCA v Route One Rovers, Selby Town v Dearne & District, Wakefield AFC v Glasshoughton Welfare, Winterton Rangers v Nostell MW, Worsborough Bridge v Harrogate Railway [1319,775,1557,920]
fixture-list: Guiseley v Ashton United, Hebburn Town v Bamber Bridge, Hednesford Town v Cleethorpes Town, Hyde United v FC United of Manchester, Ilkeston Town v Stocksbridge Park Steels, Lancaster City v Stockton Town, Morpeth Town v Rushall Olympic, Prescot Cables v Gainsborough Trinity, Whitby Town v Leek Town, Workington v Warrington Town [808,351,1046,467]
day-heading: SATURDAY, NOVEMBER 22 [551,1462,790,1483]
fixture-list: Tadley Calleva v Horley Town, Tooting & Mitcham United v Knaphill [38,1285,275,1313]
fixture-entry: NOTTINGHAMSHIRE SENIOR CUP: Newark & Sherwood v Notts County B, Stapleford Town v Nottingham Forest U21, West Bridgford v Mansfield Town [295,1155,533,1213]
competition-name: CHESHIRE SENIOR CUP Round 2 [295,1096,482,1110]
fixture-entry: MIDDLESEX SENIOR CUP: Uxbridge v North Greenford United [295,1389,534,1417]
fixture-list: Aylesbury Vale [1368,1578,1446,1592]
fixture-list: AFC Stoneham v Baffins Milton Rovers, Andover New Street v Hamble Club, Bemerton Heath Harlequins v Hamworthy Recreation, Christchurch v Hythe & Dibden, Downton v Wincanton Town, Laverstock & Ford v Cowes Sports, New Milton Town v Bournemouth, Petersfield Town v East Cowes Victoria, Portland United v Millbrook, Sherborne Town v Brockenhurst [1706,935,1943,1066]
fixture-entry: WESSEX LEAGUE Premier: Hythe & Dibden v Bemerton Heath Harlequins, Millbrook v Laverstock & Ford [295,731,533,774]
fixture-entry: NORTHERN LEAGUE Division One: Birtley Town v Penrith, Boro Rangers v Guisborough Town, Easington Colliery v Crook Town, Kendal Town v Marske United, North Shields v Thornaby, Northallerton Town v Carlisle City, Shildon v Newcastle Blue Star, West Allotment Celtic v Horden CW, West Auckland Town v Newcastle Benfield, Whitley Bay v Whickham [1319,921,1558,1052]
competition-name: NORTHERN PREMIER LEAGUE Midlands [808,599,1037,613]
fixture-entry: SUSSEX SENIOR CUP: Bognor Regis Town v Roffey, Three Bridges v Wick (ko 7.30pm), Horsham YM v East Preston (ko 7.30pm), Eastbourne Borough v Haywards Heath Town, Horsham v Crawley Down Gatwick, Newhaven v Worthing [295,1520,527,1608]
fixture-entry: SOUTHERN LEAGUE Division One South: Bashley v Willand Rovers, Bishops Cleeve v Brixham, Bristol Manor Farm v Malvern Town, Exmouth Town v Didcot Town, Melksham Town v Bideford, Mousehole v Shaftesbury, Portishead Town v Winchester City, Sporting Club Inkberrow v Hartpury, Swindon Supermarine v Frome Town, Tavistock v Larkhall Athletic, Westbury United v Falmouth Town [808,1301,1045,1446]
fixture-entry: LANCASHIRE CHALLENGE TROPHY: West Didsbury & Chorlton v Clitheroe, Garstang v Wythenshawe (ko 8pm) [551,891,789,934]
competition-name: NORTH WEST COUNTIES LEAGUE The Macron Cup, Round 3 [551,1313,770,1341]
fixture-entry: BERKS & BUCKS SENIOR CUP: Abingdon United v Newport Pagnell Town [295,1360,524,1388]
competition-name: CHESHIRE SENIOR CUP Round 2 [38,335,225,349]
fixture-entry: CHESHIRE SENIOR CUP Round 2: Macclesfield v Congleton Town, Vauxhall Motors v Chester, Runcorn Town v Stockport Georgaians [295,1096,527,1154]
fixture-entry: SOUTHERN LEAGUE Premier South: Evesham United v Dorchester Town, Gloucester City v Chertsey Town, Gosport Borough v Tiverton Town, Hanwell Town v Wimborne Town, Havant & Waterlooville v Weymouth, Plymouth Parkway v Sholing, Poole Town v Basingstoke Town, Taunton Town v Berkhamsted, Uxbridge v Farnham Town, Walton & Hersham v Hungerford Town, Yate Town v Bracknell Town [808,1023,1044,1169]
competition-name: COMBINED COUNTIES LEAGUE Division One [38,1314,267,1342]
fixture-entry: NORTH WEST COUNTIES LEAGUE Division One North: Darwen FC v Bacup Borough. The Macron Cup, Round 3: Cammell Laird v AFC Liverpool [551,628,769,685]
competition-name: DEVON COUNTY CUP [295,1608,417,1622]
fixture-entry: NORTHERN PREMIER LEAGUE West: Nantwich Town v Runcorn Linnets [38,671,248,699]
fixture-list: Birtley Town v Penrith, Boro Rangers v Guisborough Town, Easington Colliery v Crook Town, Kendal Town v Marske United, North Shields v Thornaby, Northallerton Town v Carlisle City, Shildon v Newcastle Blue Star, West Allotment Celtic v Horden CW, West Auckland Town v Newcastle Benfield, Whitley Bay v Whickham [1319,921,1558,1052]
fixture-list: AFC Wolverhampton City v Coton Green, Brocton v 1874 Northwich, Romulus v Lye Town [1319,88,1551,131]
fixture-entry: DEVON COUNTY CUP: Okehampton Argyle v Bovey Tracey [295,1608,527,1637]
fixture-entry: UNITED COUNTIES LEAGUE Premier South: Aylestone Park v March Town United, Coventry United v Histon, Easington Sports v Leicester Nirvana, Godmanchester Rovers v Eynesbury Rovers, Hinckley AFC v Moulton, Lutterworth Town v Nuneaton Griff (ko 2pm), Newport Pagnell Town v GNG Oadby Town, Northampton On Chenecks v Atherstone Town, Northampton Sileby Rangers v Yaxley [1706,673,1941,803]
fixture-list: Hereford Pegasus v Thornbury Town [38,306,273,335]
competition-name: HELLENIC LEAGUE Wiseman Lightning Floodlit Cup [551,555,773,583]
fixture-list: Fawley AFC v Hamworthy United, Folland Sports v Colden Common, Totton & Eling v Blackfield & Langley [295,775,524,833]
competition-name: SOUTHERN COMBINATION Division One [1319,1330,1547,1344]
fixture-entry: SPARTAN SOUTH MIDLANDS LEAGUE Premier Division Cup: Potton United v Biggleswade United [295,482,511,526]
fixture-list: Aylestone Park v March Town United, Coventry United v Histon, Easington Sports v Leicester Nirvana, Godmanchester Rovers v Eynesbury Rovers, Hinckley AFC v Moulton, Lutterworth Town v Nuneaton Griff (ko 2pm), Newport Pagnell Town v GNG Oadby Town, Northampton On Chenecks v Atherstone Town, Northampton Sileby Rangers v Yaxley [1706,687,1941,803]
fixture-entry: SOUTHERN COUNTIES EAST LEAGUE Premier: Faversham Strike Force v Larkfield & New Hythe, Holmesdale v Tunbridge Wells, Hollands & Blair v Chislehurst Glebe [1319,1418,1556,1476]
competition-name: OXFORDSHIRE INTERMEDIATE CUP [295,1287,499,1301]
fixture-list: Hythe & Dibden v Bemerton Heath Harlequins, Millbrook v Laverstock & Ford [295,731,533,774]
competition-name: ISTHMIAN LEAGUE Premier [38,1036,194,1050]
fixture-entry: NORTHERN LEAGUE Division Two: Durham United v Ryton & Crawcrook [551,1080,748,1108]
competition-name: CUMBERLAND SENIOR CUP [295,965,456,978]
fixture-list: Res v Malmesbury Victoria, Wantage Town v Cheltenham Saracens, Wellington v FC Stratford, Woodford United v Shortwood United [1319,30,1551,87]
fixture-entry: RUSSELL COTES CUP: Brockenhurst v AFC Stoneham, Lymington Town v Fareham Town, US Portsmouth v Liss Athletic [551,234,789,277]
fixture-entry: LIVERPOOL SENIOR CUP Preliminary round: Bootle v MSB Woolton [551,205,762,233]
fixture-entry: COMBINED COUNTIES LEAGUE Premier South: Sutton Common Rovers v Guildford City [38,189,265,233]
fixture-entry: HELLENIC LEAGUE Wiseman Lightning Floodlit Cup: Hereford Pegasus v Thornbury Town [38,292,273,335]
fixture-list: Blackstones v Boston Town [551,994,694,1007]
fixture-entry: NATIONAL LEAGUE: Morecambe v Brackley Town [38,408,276,436]
fixture-list: Brocton v Rushall Olympic [295,1257,526,1285]
